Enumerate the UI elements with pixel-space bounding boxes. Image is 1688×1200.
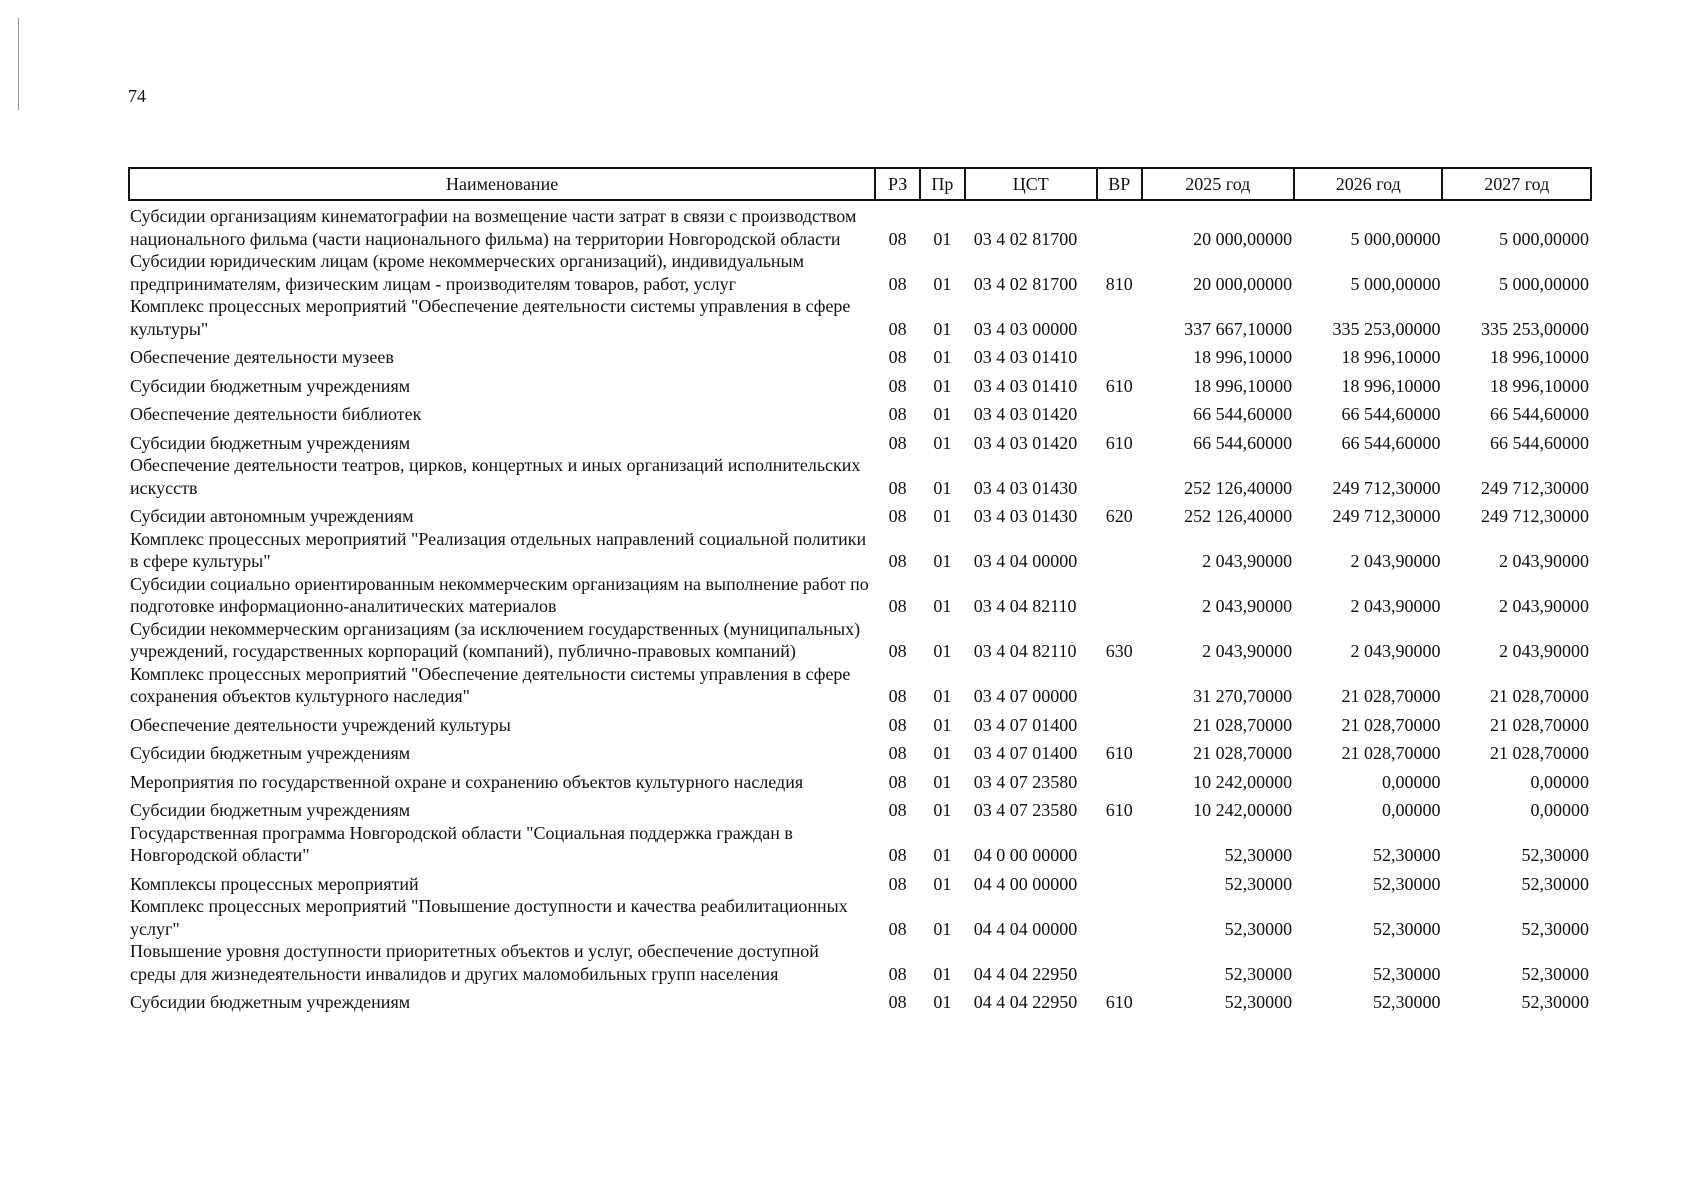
cell-y2027: 52,30000 <box>1521 992 1589 1012</box>
cell-pr: 01 <box>933 641 952 661</box>
cell-vr <box>1097 573 1142 618</box>
table-row <box>129 397 1591 426</box>
cell-cst: 03 4 07 01400 <box>973 714 1078 735</box>
cell-y2027: 249 712,30000 <box>1481 477 1589 498</box>
cell-y2027: 21 028,70000 <box>1490 686 1589 706</box>
cell-rz: 08 <box>888 596 907 616</box>
cell-y2026: 2 043,90000 <box>1350 641 1441 661</box>
cell-y2025: 21 028,70000 <box>1193 743 1293 763</box>
table-row <box>129 663 1591 708</box>
cell-vr <box>1097 708 1142 737</box>
cell-y2026: 18 996,10000 <box>1341 375 1441 396</box>
cell-rz: 08 <box>888 743 907 763</box>
cell-rz: 08 <box>888 273 907 294</box>
cell-y2026: 249 712,30000 <box>1332 477 1441 498</box>
cell-pr: 01 <box>933 551 952 571</box>
cell-y2026: 21 028,70000 <box>1341 714 1441 735</box>
cell-name: Обеспечение деятельности библиотек <box>130 404 422 424</box>
page-number: 74 <box>128 86 146 106</box>
table-row <box>129 708 1591 737</box>
cell-cst: 03 4 07 00000 <box>973 686 1078 706</box>
cell-y2025: 52,30000 <box>1224 845 1293 865</box>
cell-rz: 08 <box>888 686 907 706</box>
cell-vr: 630 <box>1105 641 1133 661</box>
cell-cst: 04 4 04 22950 <box>973 992 1078 1012</box>
cell-y2025: 18 996,10000 <box>1193 347 1293 367</box>
cell-cst: 04 4 04 00000 <box>973 918 1078 939</box>
cell-y2026: 2 043,90000 <box>1350 596 1441 616</box>
cell-name: Государственная программа Новгородской области "Социальная поддержка граждан в Новгородской области" <box>130 822 793 865</box>
cell-y2027: 52,30000 <box>1521 873 1589 894</box>
header-2027: 2027 год <box>1442 168 1591 200</box>
cell-vr <box>1097 340 1142 369</box>
table-row <box>129 793 1591 822</box>
table-row <box>129 573 1591 618</box>
cell-y2026: 21 028,70000 <box>1341 686 1441 706</box>
table-row <box>129 295 1591 340</box>
cell-pr: 01 <box>933 596 952 616</box>
cell-pr: 01 <box>933 743 952 763</box>
cell-cst: 03 4 07 01400 <box>973 743 1078 763</box>
cell-y2025: 18 996,10000 <box>1193 375 1293 396</box>
cell-pr: 01 <box>933 873 952 894</box>
cell-y2025: 66 544,60000 <box>1193 432 1293 453</box>
cell-y2025: 20 000,00000 <box>1193 273 1293 294</box>
cell-rz: 08 <box>888 318 907 339</box>
cell-pr: 01 <box>933 686 952 706</box>
cell-y2026: 249 712,30000 <box>1332 506 1441 526</box>
cell-pr: 01 <box>933 714 952 735</box>
cell-y2025: 252 126,40000 <box>1184 506 1293 526</box>
cell-rz: 08 <box>888 404 907 424</box>
header-pr: Пр <box>920 168 965 200</box>
cell-cst: 03 4 04 82110 <box>973 596 1077 616</box>
cell-y2025: 21 028,70000 <box>1193 714 1293 735</box>
cell-cst: 03 4 03 01430 <box>973 477 1078 498</box>
cell-pr: 01 <box>933 228 952 249</box>
cell-vr: 610 <box>1105 800 1133 820</box>
table-row <box>129 867 1591 896</box>
cell-vr <box>1097 940 1142 985</box>
cell-y2026: 18 996,10000 <box>1341 347 1441 367</box>
cell-name: Субсидии юридическим лицам (кроме некоммерческих организаций), индивидуальным предпринимателям, физическим лицам - производителям товаров, работ, услуг <box>130 251 805 294</box>
table-row <box>129 454 1591 499</box>
cell-y2027: 52,30000 <box>1521 918 1589 939</box>
header-2026: 2026 год <box>1294 168 1442 200</box>
cell-rz: 08 <box>888 918 907 939</box>
cell-name: Комплекс процессных мероприятий "Повышение доступности и качества реабилитационных услуг" <box>130 896 848 939</box>
cell-rz: 08 <box>888 963 907 984</box>
header-name: Наименование <box>129 168 875 200</box>
header-vr: ВР <box>1097 168 1142 200</box>
cell-y2026: 52,30000 <box>1372 918 1441 939</box>
cell-cst: 03 4 03 01420 <box>973 404 1078 424</box>
cell-y2026: 5 000,00000 <box>1350 228 1441 249</box>
cell-pr: 01 <box>933 347 952 367</box>
cell-name: Субсидии бюджетным учреждениям <box>130 992 411 1012</box>
cell-cst: 04 4 04 22950 <box>973 963 1078 984</box>
table-row <box>129 940 1591 985</box>
table-row <box>129 340 1591 369</box>
table-body <box>129 200 1591 1014</box>
cell-name: Комплексы процессных мероприятий <box>130 873 419 894</box>
cell-cst: 03 4 03 00000 <box>973 318 1078 339</box>
cell-y2026: 66 544,60000 <box>1341 432 1441 453</box>
cell-y2025: 52,30000 <box>1224 992 1293 1012</box>
header-2025: 2025 год <box>1142 168 1295 200</box>
cell-y2025: 252 126,40000 <box>1184 477 1293 498</box>
cell-name: Субсидии организациям кинематографии на возмещение части затрат в связи с производством национального фильма (части национального фильма) на территории Новгородской области <box>130 206 857 249</box>
cell-name: Субсидии бюджетным учреждениям <box>130 432 411 453</box>
cell-name: Обеспечение деятельности учреждений культуры <box>130 714 511 735</box>
cell-rz: 08 <box>888 347 907 367</box>
cell-cst: 03 4 03 01410 <box>973 375 1078 396</box>
cell-pr: 01 <box>933 506 952 526</box>
cell-name: Обеспечение деятельности музеев <box>130 347 394 367</box>
cell-vr <box>1097 200 1142 250</box>
cell-vr <box>1097 867 1142 896</box>
cell-name: Субсидии некоммерческим организациям (за исключением государственных (муниципальных) учреждений, государственных корпораций (компаний), публично-правовых компаний) <box>130 618 861 661</box>
cell-y2027: 66 544,60000 <box>1490 404 1589 424</box>
cell-name: Повышение уровня доступности приоритетных объектов и услуг, обеспечение доступной среды для жизнедеятельности инвалидов и других маломобильных групп населения <box>130 941 819 984</box>
cell-pr: 01 <box>933 963 952 984</box>
cell-pr: 01 <box>933 273 952 294</box>
cell-y2027: 21 028,70000 <box>1490 714 1589 735</box>
cell-y2025: 52,30000 <box>1224 963 1293 984</box>
cell-name: Мероприятия по государственной охране и сохранению объектов культурного наследия <box>130 771 804 792</box>
cell-cst: 03 4 04 82110 <box>973 641 1077 661</box>
cell-vr: 620 <box>1105 506 1133 526</box>
cell-rz: 08 <box>888 432 907 453</box>
cell-y2025: 52,30000 <box>1224 918 1293 939</box>
cell-pr: 01 <box>933 800 952 820</box>
cell-y2025: 31 270,70000 <box>1193 686 1293 706</box>
table-header-row <box>129 168 1591 200</box>
cell-name: Субсидии бюджетным учреждениям <box>130 375 411 396</box>
cell-y2026: 66 544,60000 <box>1341 404 1441 424</box>
table-row <box>129 369 1591 398</box>
cell-rz: 08 <box>888 771 907 792</box>
cell-y2025: 52,30000 <box>1224 873 1293 894</box>
cell-y2027: 335 253,00000 <box>1481 318 1589 339</box>
cell-vr: 610 <box>1105 375 1133 396</box>
cell-rz: 08 <box>888 800 907 820</box>
cell-name: Субсидии бюджетным учреждениям <box>130 743 411 763</box>
cell-name: Субсидии бюджетным учреждениям <box>130 800 411 820</box>
cell-vr <box>1097 822 1142 867</box>
cell-y2026: 21 028,70000 <box>1341 743 1441 763</box>
cell-y2027: 2 043,90000 <box>1499 551 1589 571</box>
cell-vr: 610 <box>1105 432 1133 453</box>
cell-rz: 08 <box>888 375 907 396</box>
cell-pr: 01 <box>933 318 952 339</box>
cell-y2027: 5 000,00000 <box>1499 273 1589 294</box>
table-row <box>129 822 1591 867</box>
cell-vr <box>1097 454 1142 499</box>
cell-y2027: 52,30000 <box>1521 845 1589 865</box>
cell-rz: 08 <box>888 551 907 571</box>
cell-y2026: 52,30000 <box>1372 963 1441 984</box>
cell-y2025: 20 000,00000 <box>1193 228 1293 249</box>
cell-y2027: 21 028,70000 <box>1490 743 1589 763</box>
cell-cst: 04 4 00 00000 <box>973 873 1078 894</box>
cell-y2027: 249 712,30000 <box>1481 506 1589 526</box>
table-row <box>129 499 1591 528</box>
cell-pr: 01 <box>933 432 952 453</box>
cell-pr: 01 <box>933 375 952 396</box>
cell-y2025: 337 667,10000 <box>1184 318 1293 339</box>
cell-y2025: 66 544,60000 <box>1193 404 1293 424</box>
table-row <box>129 985 1591 1014</box>
cell-name: Обеспечение деятельности театров, цирков, концертных и иных организаций исполнительских искусств <box>130 455 861 498</box>
cell-rz: 08 <box>888 228 907 249</box>
cell-cst: 03 4 03 01410 <box>973 347 1078 367</box>
cell-cst: 03 4 03 01420 <box>973 432 1078 453</box>
cell-name: Субсидии автономным учреждениям <box>130 506 414 526</box>
header-rz: РЗ <box>875 168 920 200</box>
cell-y2027: 52,30000 <box>1521 963 1589 984</box>
cell-rz: 08 <box>888 873 907 894</box>
cell-y2027: 5 000,00000 <box>1499 228 1589 249</box>
cell-vr: 810 <box>1105 273 1133 294</box>
table-row <box>129 250 1591 295</box>
cell-name: Комплекс процессных мероприятий "Обеспечение деятельности системы управления в сфере культуры" <box>130 296 851 339</box>
table-row <box>129 895 1591 940</box>
cell-y2025: 2 043,90000 <box>1202 596 1293 616</box>
cell-cst: 03 4 07 23580 <box>973 771 1078 792</box>
cell-y2026: 335 253,00000 <box>1332 318 1441 339</box>
cell-y2026: 52,30000 <box>1372 873 1441 894</box>
cell-y2025: 2 043,90000 <box>1202 551 1293 571</box>
table-row <box>129 200 1591 250</box>
cell-y2027: 66 544,60000 <box>1490 432 1589 453</box>
table-row <box>129 736 1591 765</box>
cell-cst: 03 4 07 23580 <box>973 800 1078 820</box>
cell-name: Комплекс процессных мероприятий "Обеспечение деятельности системы управления в сфере сохранения объектов культурного наследия" <box>130 663 851 706</box>
cell-rz: 08 <box>888 714 907 735</box>
cell-rz: 08 <box>888 992 907 1012</box>
cell-y2027: 2 043,90000 <box>1499 596 1589 616</box>
cell-y2025: 2 043,90000 <box>1202 641 1293 661</box>
cell-y2026: 2 043,90000 <box>1350 551 1441 571</box>
cell-y2027: 2 043,90000 <box>1499 641 1589 661</box>
cell-name: Субсидии социально ориентированным некоммерческим организациям на выполнение работ по подготовке информационно-аналитических материалов <box>130 573 869 616</box>
cell-cst: 04 0 00 00000 <box>973 845 1078 865</box>
cell-y2027: 0,00000 <box>1530 800 1589 820</box>
cell-y2025: 10 242,00000 <box>1193 771 1293 792</box>
cell-rz: 08 <box>888 477 907 498</box>
cell-cst: 03 4 04 00000 <box>973 551 1078 571</box>
cell-y2026: 52,30000 <box>1372 845 1441 865</box>
table-row <box>129 426 1591 455</box>
cell-cst: 03 4 03 01430 <box>973 506 1078 526</box>
cell-pr: 01 <box>933 918 952 939</box>
cell-y2027: 0,00000 <box>1530 771 1589 792</box>
cell-pr: 01 <box>933 404 952 424</box>
cell-name: Комплекс процессных мероприятий "Реализация отдельных направлений социальной политики в сфере культуры" <box>130 528 867 571</box>
cell-vr <box>1097 397 1142 426</box>
table-row <box>129 618 1591 663</box>
cell-cst: 03 4 02 81700 <box>973 273 1078 294</box>
budget-table <box>128 167 1592 1014</box>
cell-vr <box>1097 663 1142 708</box>
cell-pr: 01 <box>933 477 952 498</box>
cell-cst: 03 4 02 81700 <box>973 228 1078 249</box>
cell-vr <box>1097 295 1142 340</box>
cell-rz: 08 <box>888 641 907 661</box>
cell-y2026: 5 000,00000 <box>1350 273 1441 294</box>
cell-y2026: 0,00000 <box>1381 800 1441 820</box>
cell-pr: 01 <box>933 992 952 1012</box>
cell-pr: 01 <box>933 771 952 792</box>
cell-vr: 610 <box>1105 992 1133 1012</box>
cell-y2025: 10 242,00000 <box>1193 800 1293 820</box>
cell-vr: 610 <box>1105 743 1133 763</box>
cell-vr <box>1097 895 1142 940</box>
cell-vr <box>1097 528 1142 573</box>
table-row <box>129 528 1591 573</box>
cell-pr: 01 <box>933 845 952 865</box>
table-row <box>129 765 1591 794</box>
scan-edge-line <box>18 18 19 110</box>
cell-vr <box>1097 765 1142 794</box>
cell-y2026: 0,00000 <box>1381 771 1441 792</box>
cell-rz: 08 <box>888 845 907 865</box>
cell-rz: 08 <box>888 506 907 526</box>
cell-y2026: 52,30000 <box>1372 992 1441 1012</box>
cell-y2027: 18 996,10000 <box>1490 347 1589 367</box>
header-cst: ЦСТ <box>965 168 1097 200</box>
cell-y2027: 18 996,10000 <box>1490 375 1589 396</box>
